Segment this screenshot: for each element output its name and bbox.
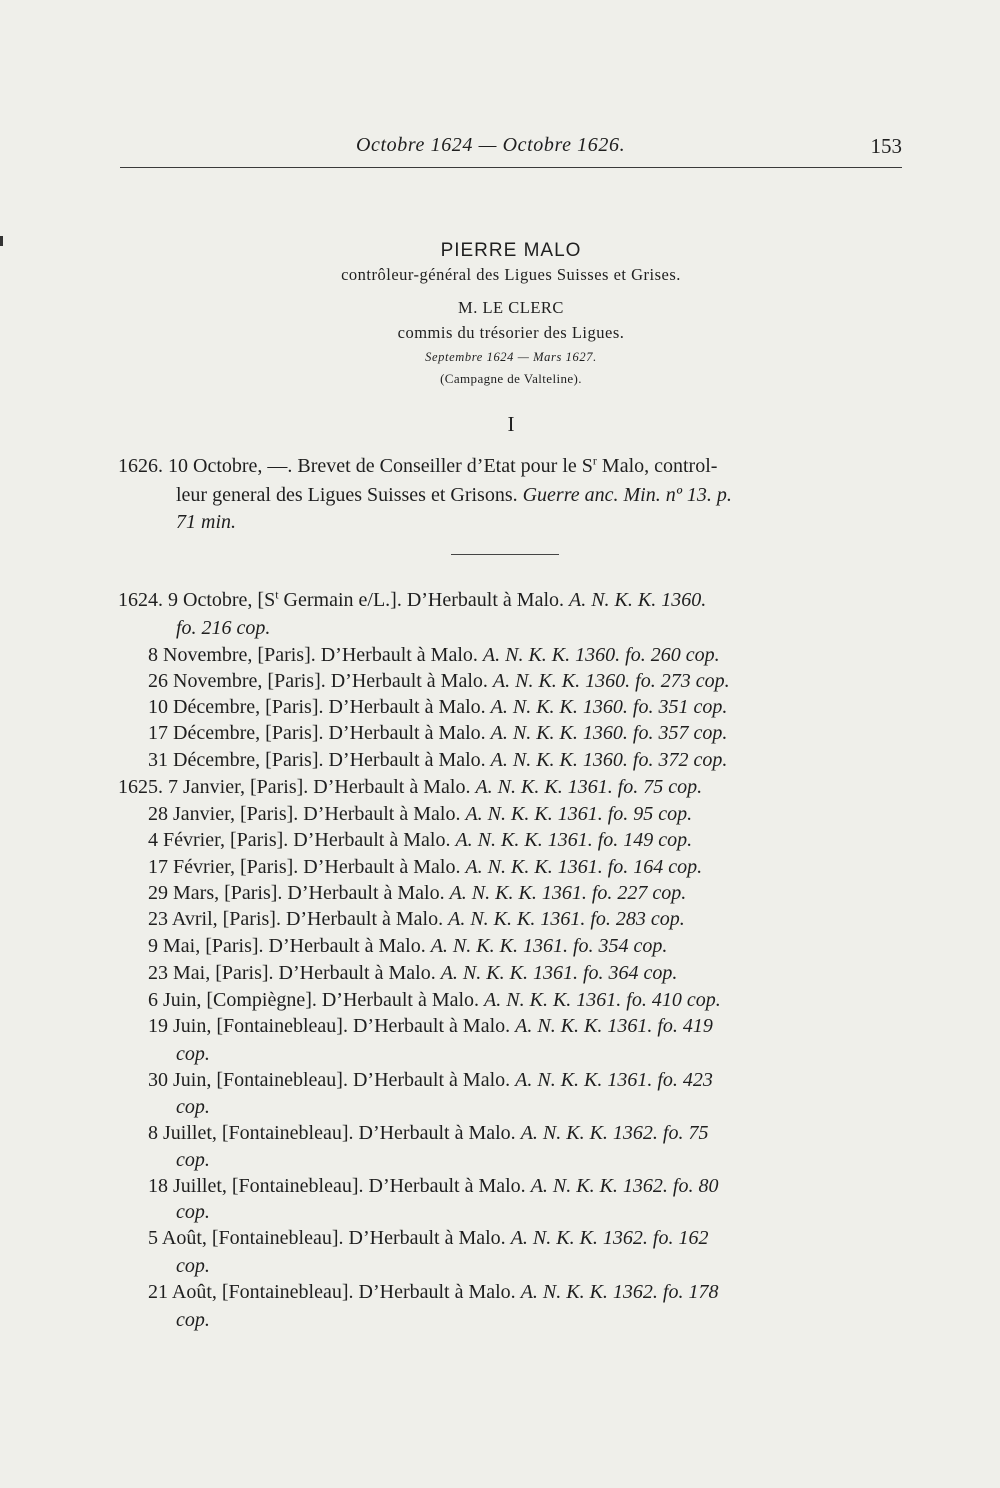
entry-place: Germain e/L.]. D’Herbault à Malo.	[278, 589, 569, 611]
list-item	[148, 750, 727, 770]
entry-date-place: 17 Décembre, [Paris]. D’Herbault à Malo.	[148, 722, 491, 744]
entry-reference: fo. 216 cop.	[176, 617, 271, 639]
list-item	[176, 1202, 210, 1222]
list-item	[148, 936, 667, 956]
entry-date-place: 8 Juillet, [Fontainebleau]. D’Herbault à Malo.	[148, 1122, 521, 1144]
list-item	[148, 671, 730, 691]
entry-date-place: 26 Novembre, [Paris]. D’Herbault à Malo.	[148, 670, 493, 692]
entry-date-place: 6 Juin, [Compiègne]. D’Herbault à Malo.	[148, 989, 485, 1011]
entry-reference: A. N. K. K. 1361. fo. 354 cop.	[430, 935, 668, 957]
entry-reference: A. N. K. K. 1361. fo. 423	[515, 1069, 713, 1091]
list-item	[118, 777, 702, 797]
entry-reference: A. N. K. K. 1362. fo. 178	[520, 1281, 719, 1303]
entry-text: leur general des Ligues Suisses et Grisons.	[176, 484, 523, 506]
section-numeral: I	[507, 412, 515, 436]
list-item	[148, 1176, 718, 1196]
heading-name-2: M. LE CLERC	[458, 298, 564, 317]
entry-year: 1625.	[118, 776, 168, 798]
entry-date-place: 8 Novembre, [Paris]. D’Herbault à Malo.	[148, 644, 483, 666]
entry-reference: cop.	[176, 1309, 210, 1331]
entry-text: 10 Octobre, —. Brevet de Conseiller d’Etat pour le S	[168, 455, 593, 477]
entry-reference: A. N. K. K. 1360. fo. 351 cop.	[490, 696, 728, 718]
entry-reference: cop.	[176, 1096, 210, 1118]
entry-reference: A. N. K. K. 1361. fo. 164 cop.	[465, 856, 703, 878]
entry-date-place: 10 Décembre, [Paris]. D’Herbault à Malo.	[148, 696, 491, 718]
list-item	[148, 645, 720, 665]
list-item	[148, 857, 702, 877]
entry-date-place: 31 Décembre, [Paris]. D’Herbault à Malo.	[148, 749, 491, 771]
entry-year: 1624.	[118, 589, 168, 611]
list-item	[176, 1150, 210, 1170]
entry-date-place: 9 Mai, [Paris]. D’Herbault à Malo.	[148, 935, 431, 957]
entry-text-cont: Malo, control-	[596, 455, 718, 477]
entry-superscript: t	[275, 587, 279, 602]
entry-reference: cop.	[176, 1201, 210, 1223]
entry-reference: A. N. K. K. 1360. fo. 260 cop.	[482, 644, 720, 666]
entry-date-place: 19 Juin, [Fontainebleau]. D’Herbault à Malo.	[148, 1015, 516, 1037]
margin-mark	[0, 236, 3, 246]
entry-reference: A. N. K. K. 1361. fo. 419	[515, 1015, 713, 1037]
list-item	[148, 1282, 718, 1302]
list-item	[176, 1256, 210, 1276]
list-item	[148, 1123, 708, 1143]
entry-reference: A. N. K. K. 1361. fo. 149 cop.	[455, 829, 693, 851]
entry-reference: cop.	[176, 1043, 210, 1065]
entry-reference: A. N. K. K. 1360.	[569, 589, 707, 611]
entry-reference: A. N. K. K. 1361. fo. 95 cop.	[465, 803, 693, 825]
entry-reference: A. N. K. K. 1362. fo. 162	[510, 1227, 709, 1249]
entry-date-place: 21 Août, [Fontainebleau]. D’Herbault à Malo.	[148, 1281, 521, 1303]
list-item	[148, 963, 677, 983]
list-item	[176, 618, 270, 638]
entry-1626-line-2	[176, 485, 732, 505]
entry-year: 1626.	[118, 455, 163, 477]
page-number: 153	[870, 134, 902, 158]
entry-reference: Guerre anc. Min. nº 13. p.	[522, 484, 732, 506]
entry-date-place: 5 Août, [Fontainebleau]. D’Herbault à Malo.	[148, 1227, 511, 1249]
entry-superscript: r	[592, 453, 597, 468]
heading-role-2: commis du trésorier des Ligues.	[397, 323, 625, 342]
list-item	[148, 830, 692, 850]
list-item	[148, 990, 721, 1010]
list-item	[148, 1016, 713, 1036]
heading-dates: Septembre 1624 — Mars 1627.	[425, 350, 597, 364]
list-item	[148, 1228, 708, 1248]
entry-date-place: 9 Octobre, [S	[168, 589, 276, 611]
entry-reference: A. N. K. K. 1360. fo. 273 cop.	[492, 670, 730, 692]
heading-campaign: (Campagne de Valteline).	[440, 371, 582, 386]
entry-1626-line-1	[118, 453, 718, 477]
list-item	[176, 1044, 210, 1064]
entry-reference: cop.	[176, 1255, 210, 1277]
list-item	[176, 1097, 210, 1117]
entry-1626-line-3: 71 min.	[176, 511, 236, 533]
entry-date-place: 30 Juin, [Fontainebleau]. D’Herbault à Malo.	[148, 1069, 516, 1091]
entry-reference: A. N. K. K. 1361. fo. 283 cop.	[448, 908, 685, 930]
list-item	[118, 587, 707, 611]
heading-name: PIERRE MALO	[440, 240, 582, 261]
entry-reference: A. N. K. K. 1361. fo. 227 cop.	[449, 882, 687, 904]
list-item	[148, 883, 686, 903]
list-item	[176, 1310, 210, 1330]
entry-reference: cop.	[176, 1149, 210, 1171]
entry-reference: A. N. K. K. 1360. fo. 372 cop.	[490, 749, 728, 771]
running-head	[120, 133, 902, 168]
entry-date-place: 23 Mai, [Paris]. D’Herbault à Malo.	[148, 962, 441, 984]
running-head-title: Octobre 1624 — Octobre 1626.	[356, 134, 626, 156]
entry-date-place: 4 Février, [Paris]. D’Herbault à Malo.	[148, 829, 456, 851]
entry-date-place: 17 Février, [Paris]. D’Herbault à Malo.	[148, 856, 466, 878]
list-item	[148, 804, 692, 824]
entry-reference: A. N. K. K. 1361. fo. 75 cop.	[475, 776, 703, 798]
entry-reference: A. N. K. K. 1360. fo. 357 cop.	[490, 722, 728, 744]
list-item	[148, 909, 685, 929]
entry-date-place: 18 Juillet, [Fontainebleau]. D’Herbault à Malo.	[148, 1175, 531, 1197]
entry-reference: A. N. K. K. 1362. fo. 80	[530, 1175, 719, 1197]
entry-date-place: 28 Janvier, [Paris]. D’Herbault à Malo.	[148, 803, 466, 825]
entry-reference: A. N. K. K. 1361. fo. 410 cop.	[484, 989, 721, 1011]
list-item	[148, 697, 727, 717]
entry-reference: A. N. K. K. 1361. fo. 364 cop.	[440, 962, 678, 984]
separator-rule	[451, 554, 559, 555]
entry-date-place: 23 Avril, [Paris]. D’Herbault à Malo.	[148, 908, 449, 930]
entry-date-place: 7 Janvier, [Paris]. D’Herbault à Malo.	[168, 776, 476, 798]
heading-role: contrôleur-général des Ligues Suisses et Grises.	[341, 265, 681, 284]
entry-reference: A. N. K. K. 1362. fo. 75	[520, 1122, 709, 1144]
entry-date-place: 29 Mars, [Paris]. D’Herbault à Malo.	[148, 882, 450, 904]
list-item	[148, 723, 727, 743]
list-item	[148, 1070, 713, 1090]
